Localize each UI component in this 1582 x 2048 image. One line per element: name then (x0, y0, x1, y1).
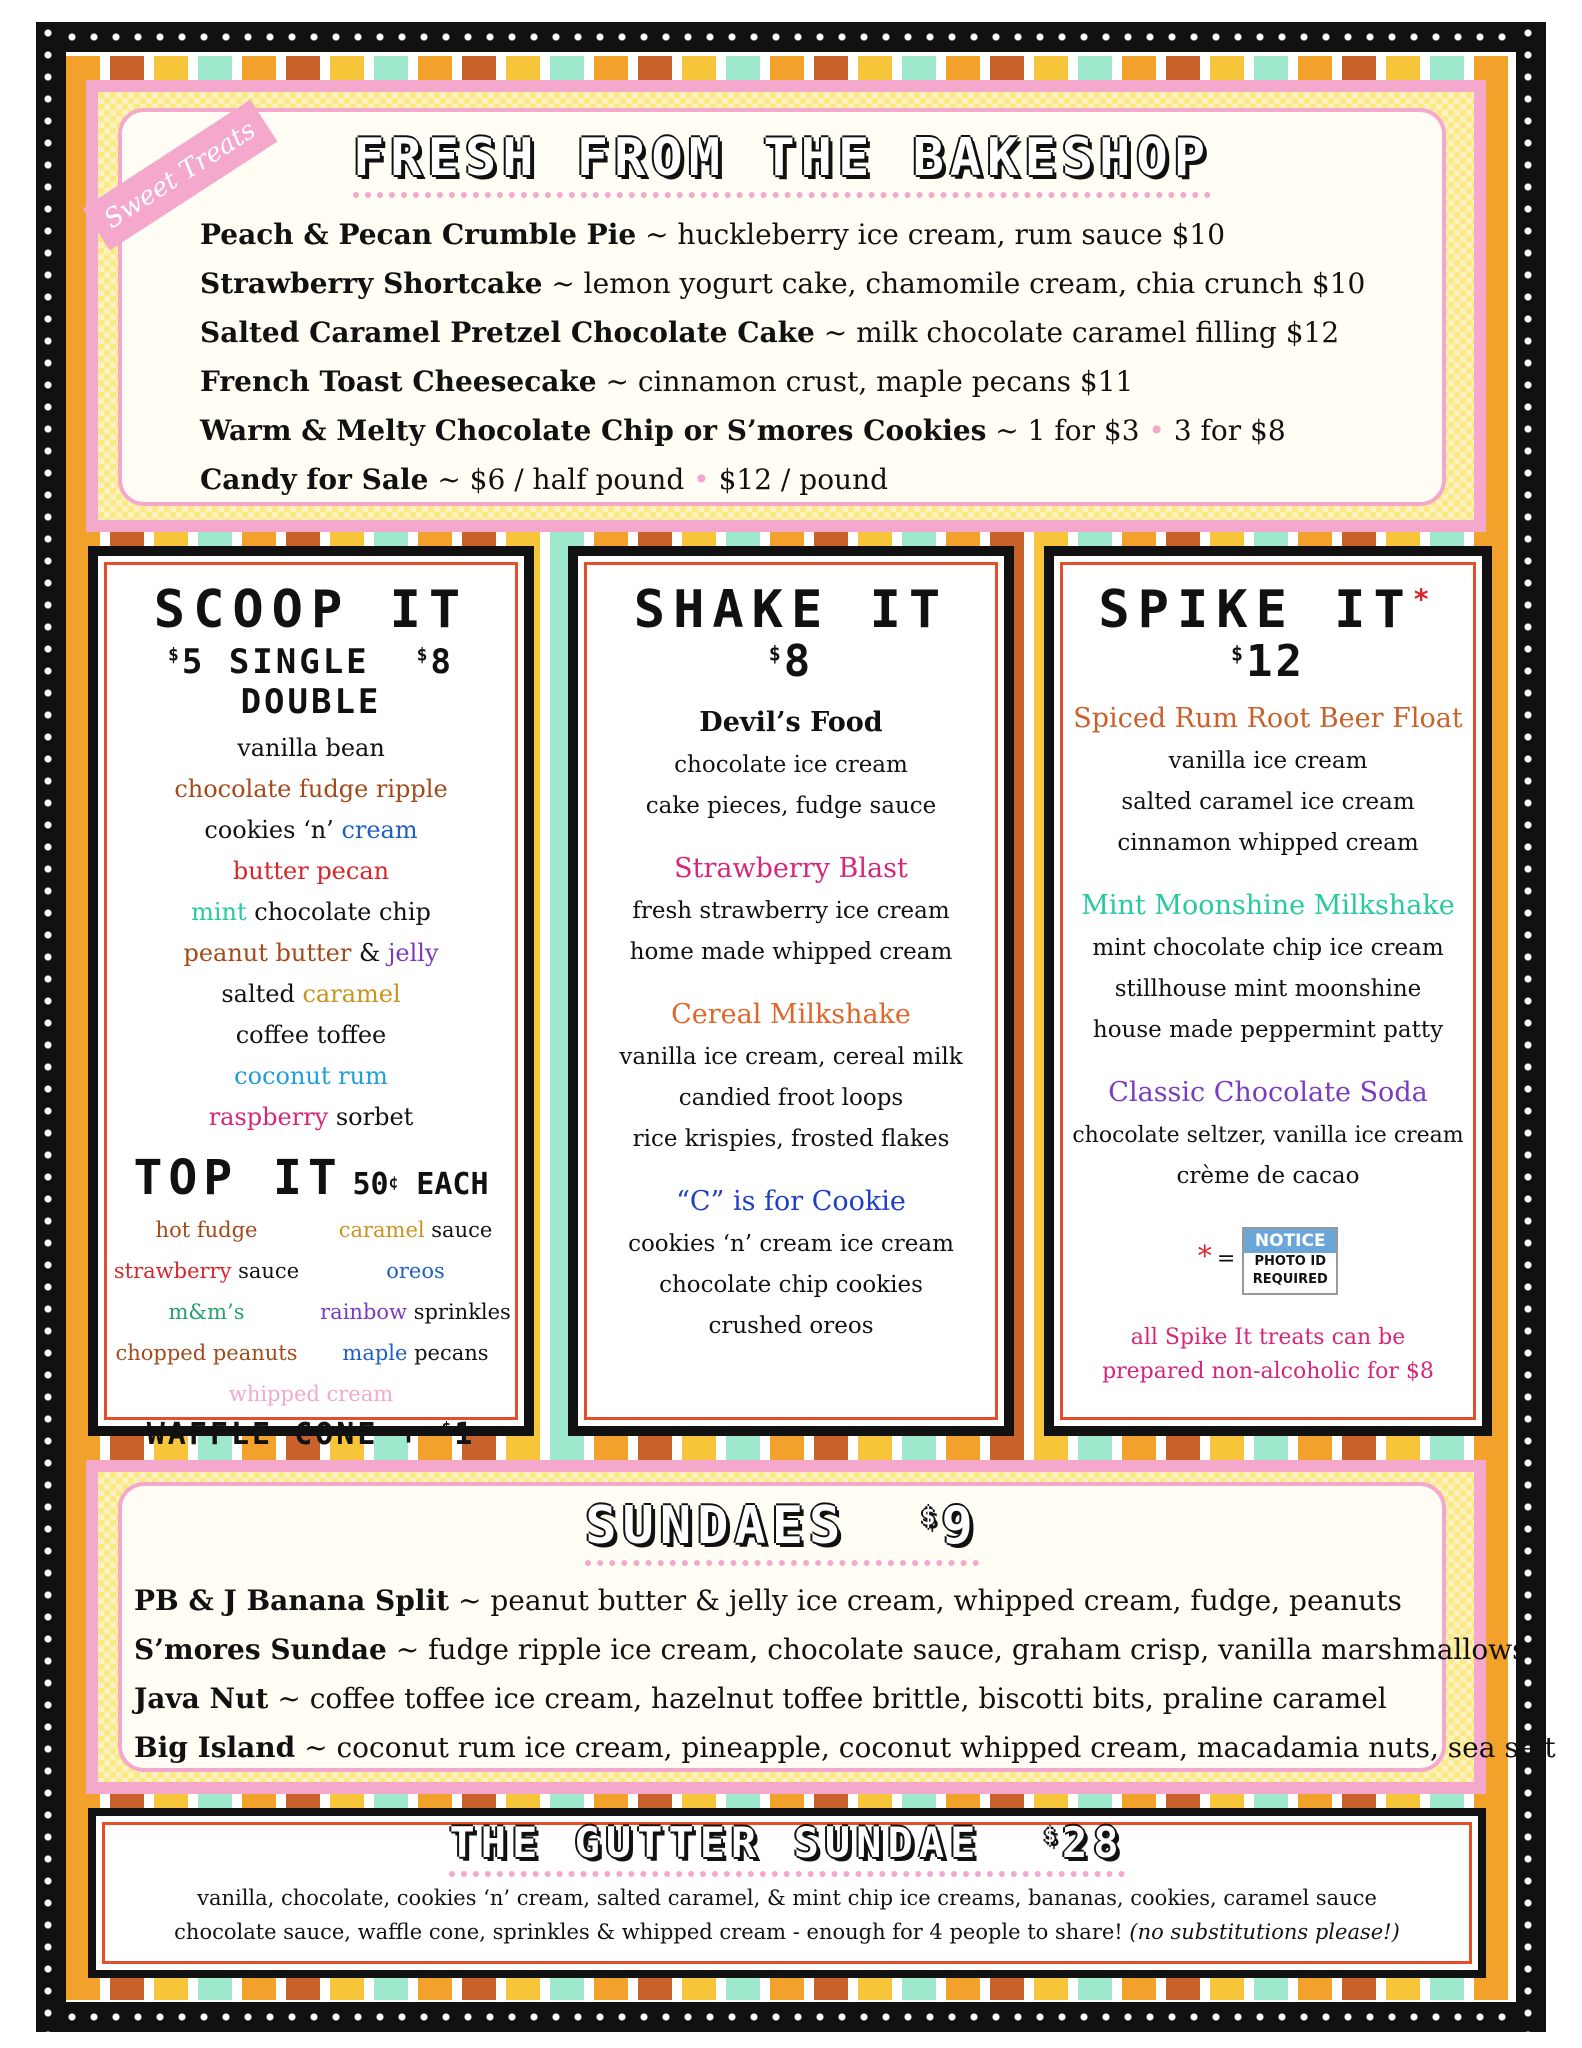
top-it-heading: TOP IT 50¢ EACH (133, 1150, 489, 1206)
product-line: chocolate seltzer, vanilla ice cream (1072, 1123, 1464, 1148)
list-item: Salted Caramel Pretzel Chocolate Cake ~ milk chocolate caramel filling $12 (200, 316, 1340, 349)
product-name: Cereal Milkshake (671, 999, 911, 1030)
product-line: fresh strawberry ice cream (632, 898, 950, 924)
gutter-sundae-panel (88, 1808, 1486, 1978)
sundaes-card (118, 1482, 1556, 1772)
list-item: rainbow sprinkles (320, 1300, 511, 1324)
list-item: Big Island ~ coconut rum ice cream, pineapple, coconut whipped cream, macadamia nuts, sea salt (134, 1731, 1556, 1764)
product-line: mint chocolate chip ice cream (1092, 935, 1444, 961)
gutter-title: THE GUTTER SUNDAE $28 (449, 1818, 1124, 1877)
shake-it-title: SHAKE IT (633, 580, 949, 640)
product-line: salted caramel ice cream (1121, 789, 1415, 815)
product-name: Spiced Rum Root Beer Float (1073, 703, 1463, 734)
gutter-description: chocolate sauce, waffle cone, sprinkles & whipped cream - enough for 4 people to share! (no substitutions please!) (174, 1920, 1400, 1944)
product-name: “C” is for Cookie (676, 1186, 906, 1217)
list-item: chopped peanuts (115, 1341, 298, 1365)
list-item: caramel sauce (338, 1218, 493, 1242)
sundaes-title: SUNDAES $9 (585, 1496, 979, 1566)
product-line: candied froot loops (678, 1085, 904, 1111)
product-line: house made peppermint patty (1092, 1017, 1444, 1043)
product-line: home made whipped cream (629, 939, 953, 965)
list-item: cookies ‘n’ cream (204, 816, 418, 844)
flavor-list (98, 728, 524, 1138)
bakeshop-card (118, 108, 1446, 506)
product-line: vanilla ice cream (1168, 748, 1368, 774)
list-item: maple pecans (342, 1341, 489, 1365)
bakeshop-title: FRESH FROM THE BAKESHOP (353, 128, 1211, 198)
spike-note: prepared non-alcoholic for $8 (1102, 1359, 1434, 1384)
shake-price: $8 (768, 636, 814, 687)
shake-it-panel (568, 546, 1014, 1436)
list-item: m&m’s (168, 1300, 245, 1324)
list-item: hot fudge (155, 1218, 258, 1242)
product-line: chocolate chip cookies (659, 1272, 923, 1298)
spike-it-title: SPIKE IT* (1098, 580, 1438, 640)
product-line: cake pieces, fudge sauce (645, 793, 937, 819)
product-line: cookies ‘n’ cream ice cream (628, 1231, 954, 1257)
list-item: French Toast Cheesecake ~ cinnamon crust, maple pecans $11 (200, 365, 1134, 398)
photo-id-notice: * = NOTICE PHOTO ID REQUIRED (1054, 1227, 1482, 1295)
list-item: mint chocolate chip (191, 898, 431, 926)
product-name: Devil’s Food (699, 707, 883, 738)
list-item: Peach & Pecan Crumble Pie ~ huckleberry ice cream, rum sauce $10 (200, 218, 1226, 251)
list-item: coconut rum (234, 1062, 388, 1090)
list-item: Warm & Melty Chocolate Chip or S’mores Cookies ~ 1 for $3 • 3 for $8 (200, 414, 1286, 447)
list-item: chocolate fudge ripple (174, 775, 448, 803)
toppings-list (98, 1210, 524, 1374)
scoop-it-title: SCOOP IT (153, 580, 469, 640)
list-item: Java Nut ~ coffee toffee ice cream, hazelnut toffee brittle, biscotti bits, praline caramel (134, 1682, 1387, 1715)
list-item: raspberry sorbet (208, 1103, 414, 1131)
spike-it-panel (1044, 546, 1492, 1436)
product-line: crème de cacao (1176, 1163, 1360, 1189)
list-item: oreos (386, 1259, 445, 1283)
spike-note: all Spike It treats can be (1130, 1325, 1406, 1350)
product-line: vanilla ice cream, cereal milk (619, 1044, 963, 1070)
product-line: chocolate ice cream (674, 752, 908, 778)
list-item: Candy for Sale ~ $6 / half pound • $12 / pound (200, 463, 889, 496)
list-item: peanut butter & jelly (183, 939, 439, 967)
product-name: Mint Moonshine Milkshake (1081, 890, 1455, 921)
list-item: strawberry sauce (113, 1259, 300, 1283)
list-item: salted caramel (221, 980, 401, 1008)
list-item: butter pecan (232, 857, 390, 885)
product-name: Strawberry Blast (674, 853, 908, 884)
product-name: Classic Chocolate Soda (1108, 1077, 1428, 1108)
list-item: whipped cream (228, 1382, 394, 1406)
bakeshop-items (200, 210, 1365, 504)
product-line: stillhouse mint moonshine (1114, 976, 1422, 1002)
product-line: cinnamon whipped cream (1117, 830, 1419, 856)
sundae-items (134, 1576, 1556, 1772)
scoop-prices: $5 SINGLE $8 DOUBLE (168, 642, 454, 722)
list-item: coffee toffee (235, 1021, 387, 1049)
waffle-cone-price: WAFFLE CONE + $1 (146, 1417, 476, 1452)
product-line: crushed oreos (708, 1313, 874, 1339)
sweet-treats-ribbon: Sweet Treats (83, 100, 278, 251)
spike-price: $12 (1230, 636, 1306, 687)
list-item: S’mores Sundae ~ fudge ripple ice cream, chocolate sauce, graham crisp, vanilla marshmallows (134, 1633, 1527, 1666)
scoop-it-panel (88, 546, 534, 1452)
gutter-description: vanilla, chocolate, cookies ‘n’ cream, salted caramel, & mint chip ice creams, bananas, cookies, caramel sauce (197, 1886, 1377, 1910)
product-line: rice krispies, frosted flakes (632, 1126, 950, 1152)
list-item: Strawberry Shortcake ~ lemon yogurt cake, chamomile cream, chia crunch $10 (200, 267, 1366, 300)
notice-sign: NOTICE PHOTO ID REQUIRED (1242, 1227, 1338, 1295)
list-item: vanilla bean (237, 734, 385, 762)
list-item: PB & J Banana Split ~ peanut butter & jelly ice cream, whipped cream, fudge, peanuts (134, 1584, 1402, 1617)
